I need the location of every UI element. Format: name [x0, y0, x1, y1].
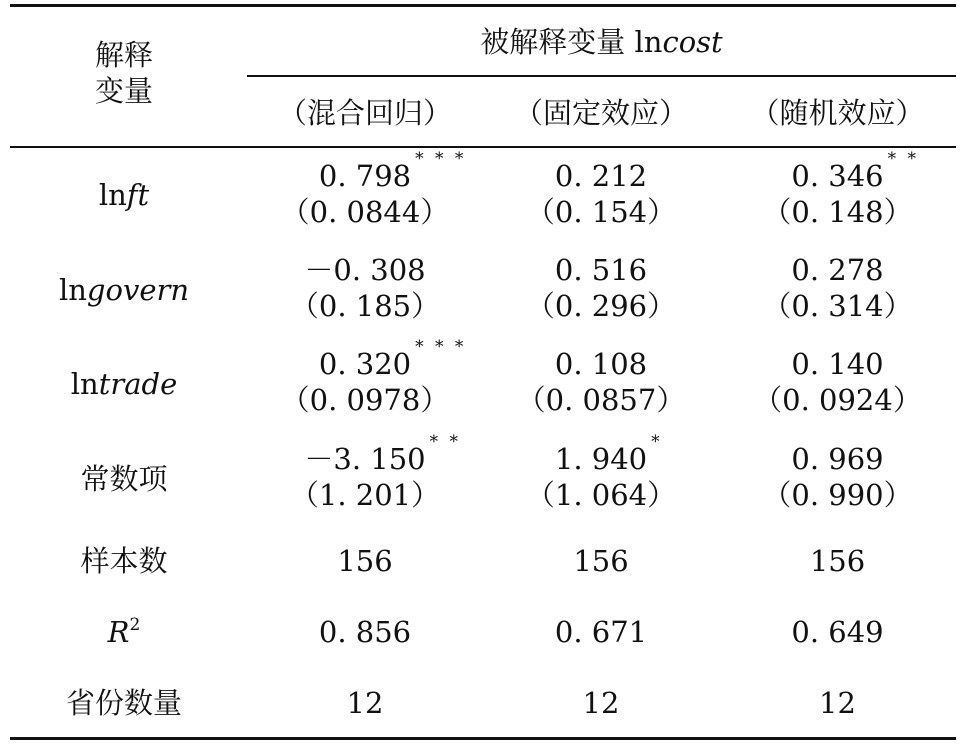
dependent-variable-header	[247, 24, 956, 60]
coefficient: 0. 969	[791, 442, 884, 476]
table-cell: 12	[582, 686, 620, 720]
table-cell	[719, 346, 956, 419]
coefficient: 0. 320	[318, 347, 412, 381]
row-label-prefix: ln	[98, 178, 127, 212]
table-bottom-rule	[10, 737, 956, 740]
row-label-provinces: 省份数量	[65, 686, 182, 720]
table-cell	[719, 252, 956, 325]
table-cell: 0. 856	[318, 615, 412, 649]
coefficient: 0. 212	[554, 159, 648, 193]
row-label-samples: 样本数	[80, 544, 168, 578]
table-cell	[483, 432, 719, 514]
standard-error: （0. 0978）	[280, 383, 450, 418]
significance-stars: * * *	[415, 337, 467, 357]
standard-error: （0. 314）	[762, 289, 913, 324]
model-header-random: （随机效应）	[750, 96, 925, 130]
standard-error: （0. 185）	[289, 289, 441, 324]
row-label-prefix: ln	[58, 273, 87, 307]
row-label-lnft	[10, 177, 238, 213]
standard-error: （0. 990）	[762, 478, 913, 513]
coefficient: －3. 150	[304, 442, 426, 476]
header-stub-line1: 解释	[94, 38, 153, 72]
significance-stars: * * *	[415, 149, 467, 169]
table-cell	[719, 441, 956, 514]
table-cell	[719, 149, 956, 231]
standard-error: （0. 154）	[525, 195, 677, 230]
table-cell	[483, 346, 719, 419]
table-cell: 156	[573, 544, 629, 578]
row-label-var: ft	[126, 178, 150, 212]
coefficient: －0. 308	[304, 253, 426, 287]
coefficient: 0. 516	[554, 253, 648, 287]
table-cell	[247, 337, 483, 419]
row-label-prefix: ln	[70, 367, 99, 401]
table-top-rule	[10, 4, 956, 7]
row-label-var: govern	[86, 273, 190, 307]
row-label-constant: 常数项	[80, 462, 168, 496]
dependent-variable-name: cost	[662, 25, 723, 59]
table-cell: 12	[819, 686, 856, 720]
standard-error: （0. 0844）	[280, 195, 450, 230]
coefficient: 0. 798	[318, 159, 412, 193]
header-stub	[10, 37, 238, 110]
row-label-lntrade	[10, 366, 238, 402]
table-cell	[247, 149, 483, 231]
header-stub-line2: 变量	[94, 74, 153, 109]
coefficient: 1. 940	[554, 442, 648, 476]
table-cell: 12	[346, 686, 384, 720]
standard-error: （0. 0857）	[516, 383, 686, 418]
standard-error: （0. 296）	[525, 289, 677, 324]
coefficient: 0. 140	[791, 347, 884, 381]
standard-error: （0. 148）	[762, 195, 913, 230]
significance-stars: * *	[429, 432, 462, 452]
standard-error: （1. 201）	[289, 478, 441, 513]
r-squared-exponent: 2	[129, 615, 141, 635]
table-cell: 156	[337, 544, 393, 578]
header-bottom-rule	[10, 146, 956, 148]
model-header-fixed: （固定效应）	[513, 96, 688, 130]
table-cell	[247, 252, 483, 325]
header-sub-rule	[247, 75, 956, 77]
table-cell	[483, 158, 719, 231]
table-cell	[247, 432, 483, 514]
table-cell: 0. 671	[554, 615, 648, 649]
standard-error: （1. 064）	[525, 478, 677, 513]
row-label-lngovern	[10, 272, 238, 308]
table-cell: 156	[809, 544, 866, 578]
r-squared-symbol: R	[107, 615, 130, 649]
coefficient: 0. 278	[791, 253, 884, 287]
dependent-variable-prefix: 被解释变量 ln	[480, 25, 663, 59]
standard-error: （0. 0924）	[753, 383, 922, 418]
significance-stars: *	[651, 432, 663, 452]
row-label-var: trade	[98, 367, 178, 401]
coefficient: 0. 346	[791, 159, 884, 193]
model-header-pooled: （混合回归）	[277, 96, 452, 130]
table-cell	[483, 252, 719, 325]
table-cell: 0. 649	[791, 615, 884, 649]
row-label-r-squared	[10, 614, 238, 650]
coefficient: 0. 108	[554, 347, 648, 381]
significance-stars: * *	[887, 149, 920, 169]
